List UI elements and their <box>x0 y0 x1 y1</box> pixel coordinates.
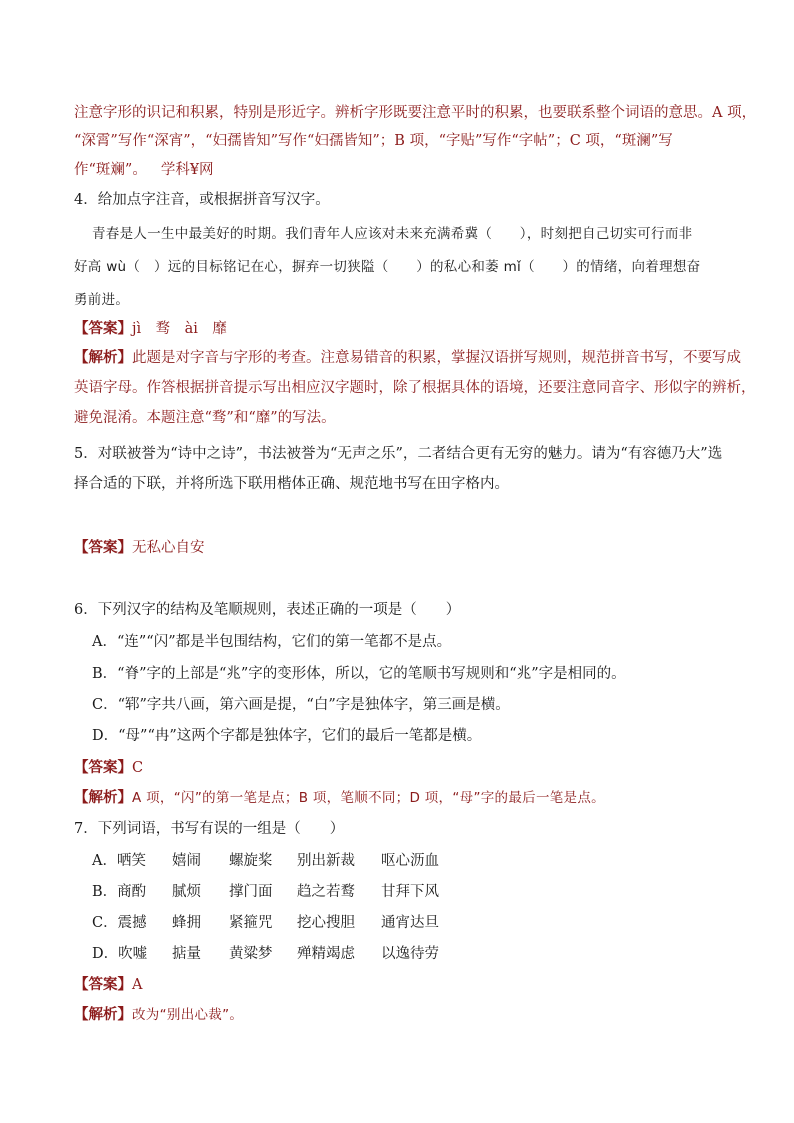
q6-option-d: D．“母”“冉”这两个字都是独体字，它们的最后一笔都是横。 <box>92 728 482 744</box>
q3-analysis-line-1: 注意字形的识记和积累，特别是形近字。辨析字形既要注意平时的积累，也要联系整个词语的意思。A 项， <box>74 105 757 121</box>
q7-word: 掂量 <box>172 946 201 962</box>
q7-word: D．吹嘘 <box>92 946 148 962</box>
q6-question: 6．下列汉字的结构及笔顺规则，表述正确的一项是（ ） <box>74 602 461 618</box>
q7-word: 蜂拥 <box>172 915 201 931</box>
q5-answer <box>74 538 734 558</box>
q7-word: 撑门面 <box>229 884 273 900</box>
q7-word: 螺旋桨 <box>229 853 273 869</box>
q6-option-b: B．“脊”字的上部是“兆”字的变形体，所以，它的笔顺书写规则和“兆”字是相同的。 <box>92 666 626 682</box>
q6-option-c: C．“郓”字共八画，第六画是提，“白”字是独体字，第三画是横。 <box>92 697 510 713</box>
q5-question-line-2: 择合适的下联，并将所选下联用楷体正确、规范地书写在田字格内。 <box>74 476 509 492</box>
answer-label: 【答案】 <box>74 320 132 337</box>
q7-word: C．震撼 <box>92 915 147 931</box>
answer-label: 【答案】 <box>74 539 132 556</box>
answer-label: 【答案】 <box>74 976 132 993</box>
answer-text: 无私心自安 <box>132 540 205 556</box>
q6-analysis <box>74 788 734 808</box>
q7-word: A．哂笑 <box>92 853 146 869</box>
answer-text: C <box>132 760 144 776</box>
q7-word: 挖心搜胆 <box>297 915 355 931</box>
q5-question-line-1: 5．对联被誉为“诗中之诗”，书法被誉为“无声之乐”，二者结合更有无穷的魅力。请为“有容德乃大”选 <box>74 446 723 462</box>
watermark-text: 学科¥网 <box>160 162 214 178</box>
q7-word: 紧箍咒 <box>229 915 273 931</box>
analysis-text: A 项，“闪”的第一笔是点；B 项，笔顺不同；D 项，“母”字的最后一笔是点。 <box>132 790 605 806</box>
q4-passage-line-2: 好高 wù（ ）远的目标铭记在心，摒弃一切狭隘（ ）的私心和萎 mǐ（ ）的情绪，向着理想奋 <box>74 259 701 275</box>
answer-text: A <box>132 977 143 993</box>
q7-analysis <box>74 1005 734 1025</box>
analysis-label: 【解析】 <box>74 789 132 806</box>
q7-word: 黄粱梦 <box>229 946 273 962</box>
analysis-label: 【解析】 <box>74 349 132 366</box>
q7-question: 7．下列词语，书写有误的一组是（ ） <box>74 821 345 837</box>
q3-analysis-line-3 <box>74 160 734 180</box>
analysis-text: 改为“别出心裁”。 <box>132 1007 244 1023</box>
q4-passage-line-3: 勇前进。 <box>74 292 130 308</box>
q7-word: 呕心沥血 <box>381 853 439 869</box>
q4-passage-line-1: 青春是人一生中最美好的时期。我们青年人应该对未来充满希冀（ ），时刻把自己切实可行而非 <box>92 226 693 242</box>
q7-word: 别出新裁 <box>297 853 355 869</box>
q7-word: B．商酌 <box>92 884 147 900</box>
q4-question: 4．给加点字注音，或根据拼音写汉字。 <box>74 192 330 208</box>
analysis-text: 此题是对字音与字形的考查。注意易错音的积累，掌握汉语拼写规则，规范拼音书写，不要写成 <box>132 350 741 366</box>
q4-analysis-line-1 <box>74 348 741 368</box>
q6-answer <box>74 758 734 778</box>
q7-word: 通宵达旦 <box>381 915 439 931</box>
q4-analysis-line-2: 英语字母。作答根据拼音提示写出相应汉字题时，除了根据具体的语境，还要注意同音字、形似字的辨析， <box>74 380 756 396</box>
q4-analysis-line-3: 避免混淆。本题注意“骛”和“靡”的写法。 <box>74 410 336 426</box>
q7-word: 殚精竭虑 <box>297 946 355 962</box>
q7-word: 以逸待劳 <box>381 946 439 962</box>
answer-label: 【答案】 <box>74 759 132 776</box>
q7-word: 趋之若鹜 <box>297 884 355 900</box>
q7-word: 腻烦 <box>172 884 201 900</box>
q7-word: 甘拜下风 <box>381 884 439 900</box>
q7-word: 嬉闹 <box>172 853 201 869</box>
analysis-label: 【解析】 <box>74 1006 132 1023</box>
answer-text: jì 骛 ài 靡 <box>132 321 227 337</box>
q7-answer <box>74 975 734 995</box>
q3-analysis-line-2: “深霄”写作“深宵”，“妇孺皆知”写作“妇孺皆知”；B 项，“字贴”写作“字帖”；C 项，“斑澜”写 <box>74 133 673 149</box>
q4-answer <box>74 319 734 339</box>
q6-option-a: A．“连”“闪”都是半包围结构，它们的第一笔都不是点。 <box>92 634 452 650</box>
q3-analysis-line-3-text: 作“斑斓”。 <box>74 162 147 178</box>
